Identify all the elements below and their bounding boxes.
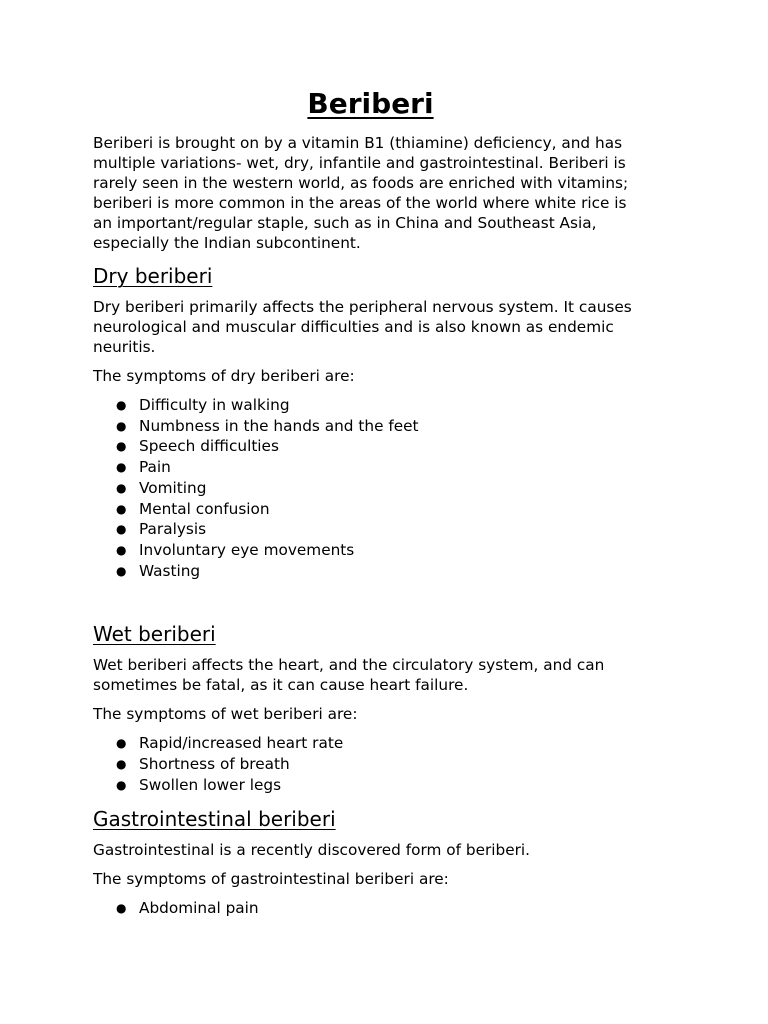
dry-beriberi-description: Dry beriberi primarily affects the peripheral nervous system. It causes neurological and muscular difficulties and is also known as endemic neuritis. <box>93 298 632 356</box>
list-item: ● Shortness of breath <box>116 755 290 774</box>
bullet-icon: ● <box>116 901 127 916</box>
list-item: ● Numbness in the hands and the feet <box>116 416 419 435</box>
bullet-icon: ● <box>116 398 127 412</box>
bullet-icon: ● <box>116 757 127 772</box>
bullet-icon: ● <box>116 522 127 537</box>
gastrointestinal-symptoms-intro: The symptoms of gastrointestinal beriberi are: <box>93 870 449 889</box>
list-item: ● Mental confusion <box>116 499 270 518</box>
dry-symptoms-list <box>93 395 648 581</box>
gastrointestinal-symptoms-list <box>93 898 648 919</box>
bullet-icon: ● <box>116 777 127 792</box>
dry-symptoms-intro: The symptoms of dry beriberi are: <box>93 367 355 385</box>
bullet-icon: ● <box>116 460 127 475</box>
list-item: ● Swollen lower legs <box>116 775 282 794</box>
list-item: ● Wasting <box>116 561 201 580</box>
wet-symptoms-intro: The symptoms of wet beriberi are: <box>93 705 358 724</box>
bullet-icon: ● <box>116 542 127 557</box>
bullet-icon: ● <box>116 736 127 751</box>
bullet-icon: ● <box>116 563 127 578</box>
gastrointestinal-beriberi-description: Gastrointestinal is a recently discovered form of beriberi. <box>93 841 531 860</box>
bullet-icon: ● <box>116 501 127 516</box>
wet-beriberi-heading: Wet beriberi <box>93 622 216 647</box>
dry-beriberi-heading: Dry beriberi <box>93 264 213 288</box>
bullet-icon: ● <box>116 439 127 454</box>
list-item: ● Pain <box>116 458 171 477</box>
list-item: ● Abdominal pain <box>116 899 259 918</box>
intro-paragraph: Beriberi is brought on by a vitamin B1 (thiamine) deficiency, and has multiple variations- wet, dry, infantile and gastrointestinal. Beriberi is rarely seen in the western world, as foods are enriched with vitamins; beriberi is more common in the areas of the world where white rice is an important/regular staple, such as in China and Southeast Asia, especially the Indian subcontinent. <box>93 134 629 252</box>
page-title: Beriberi <box>307 87 434 120</box>
list-item: ● Involuntary eye movements <box>116 540 355 559</box>
wet-beriberi-description: Wet beriberi affects the heart, and the circulatory system, and can sometimes be fatal, as it can cause heart failure. <box>93 656 605 695</box>
list-item: ● Paralysis <box>116 520 207 539</box>
wet-symptoms-list <box>93 733 648 795</box>
list-item: ● Speech difficulties <box>116 437 279 456</box>
list-item: ● Vomiting <box>116 478 207 497</box>
list-item: ● Rapid/increased heart rate <box>116 734 344 753</box>
list-item: ● Difficulty in walking <box>116 396 290 414</box>
bullet-icon: ● <box>116 480 127 495</box>
bullet-icon: ● <box>116 418 127 433</box>
gastrointestinal-beriberi-heading: Gastrointestinal beriberi <box>93 807 336 832</box>
